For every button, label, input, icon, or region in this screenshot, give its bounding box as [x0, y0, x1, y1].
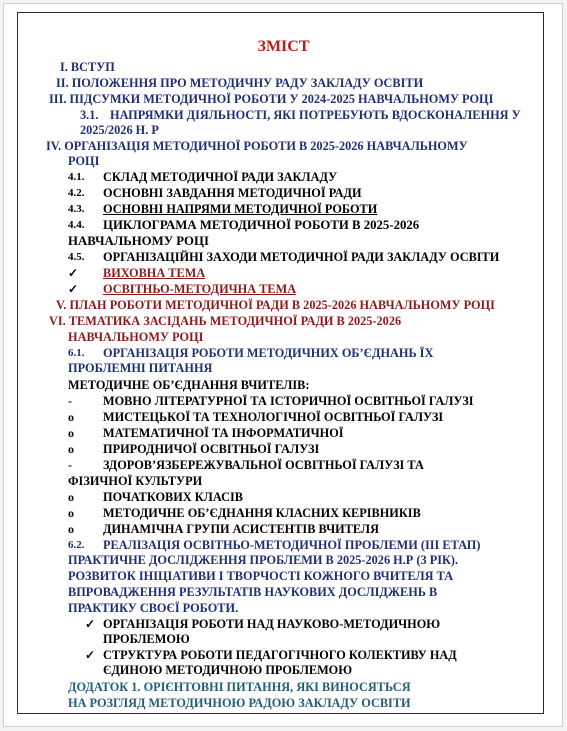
toc-item-6[interactable]: VI. ТЕМАТИКА ЗАСІДАНЬ МЕТОДИЧНОЇ РАДИ В 2025-2026 [49, 314, 402, 328]
circle-bullet-icon: o [68, 522, 74, 536]
mo-item-7[interactable]: МЕТОДИЧНЕ ОБ’ЄДНАННЯ КЛАСНИХ КЕРІВНИКІВ [103, 506, 421, 520]
toc-item-6-2-line3[interactable]: РОЗВИТОК ІНІЦІАТИВИ І ТВОРЧОСТІ КОЖНОГО ВЧИТЕЛЯ ТА [68, 569, 454, 583]
toc-num-4-1: 4.1. [68, 171, 85, 183]
circle-bullet-icon: o [68, 490, 74, 504]
toc-num-3-1: 3.1. [80, 108, 99, 122]
toc-item-osvitno-metodychna-tema[interactable]: ОСВІТНЬО-МЕТОДИЧНА ТЕМА [103, 282, 297, 296]
circle-bullet-icon: o [68, 506, 74, 520]
toc-num-4-5: 4.5. [68, 251, 85, 263]
sub-item-2-cont[interactable]: ЄДИНОЮ МЕТОДИЧНОЮ ПРОБЛЕМОЮ [103, 663, 353, 677]
mo-heading: МЕТОДИЧНЕ ОБ’ЄДНАННЯ ВЧИТЕЛІВ: [68, 378, 310, 392]
toc-item-1[interactable]: І. ВСТУП [60, 60, 115, 74]
circle-bullet-icon: o [68, 442, 74, 456]
appendix-1-cont[interactable]: НА РОЗГЛЯД МЕТОДИЧНОЮ РАДОЮ ЗАКЛАДУ ОСВІТИ [68, 696, 411, 710]
mo-item-8[interactable]: ДИНАМІЧНА ГРУПИ АСИСТЕНТІВ ВЧИТЕЛЯ [103, 522, 379, 536]
toc-item-6-2-line5[interactable]: ПРАКТИКУ СВОЄЇ РОБОТИ. [68, 601, 239, 615]
toc-num-4-3: 4.3. [68, 203, 85, 215]
check-icon: ✓ [85, 648, 96, 662]
mo-item-4[interactable]: ПРИРОДНИЧОЇ ОСВІТНЬОЇ ГАЛУЗІ [103, 442, 320, 456]
toc-item-4-5[interactable]: ОРГАНІЗАЦІЙНІ ЗАХОДИ МЕТОДИЧНОЇ РАДИ ЗАКЛАДУ ОСВІТИ [103, 250, 500, 264]
mo-item-1[interactable]: МОВНО ЛІТЕРАТУРНОЇ ТА ІСТОРИЧНОЇ ОСВІТНЬОЇ ГАЛУЗІ [103, 394, 474, 408]
toc-item-4-4[interactable]: ЦИКЛОГРАМА МЕТОДИЧНОЇ РОБОТИ В 2025-2026 [103, 218, 420, 232]
check-icon: ✓ [68, 266, 79, 280]
dash-bullet: - [68, 458, 72, 472]
mo-item-5-cont[interactable]: ФІЗИЧНОЇ КУЛЬТУРИ [68, 474, 203, 488]
toc-item-4-3[interactable]: ОСНОВНІ НАПРЯМИ МЕТОДИЧНОЇ РОБОТИ [103, 202, 378, 216]
toc-num-4-4: 4.4. [68, 219, 85, 231]
toc-item-6-1[interactable]: ОРГАНІЗАЦІЯ РОБОТИ МЕТОДИЧНИХ ОБ’ЄДНАНЬ ЇХ [103, 346, 434, 360]
circle-bullet-icon: o [68, 426, 74, 440]
toc-item-3-1-cont[interactable]: 2025/2026 Н. Р [80, 123, 159, 137]
toc-item-6-2-line4[interactable]: ВПРОВАДЖЕННЯ РЕЗУЛЬТАТІВ НАУКОВИХ ДОСЛІДЖЕНЬ В [68, 585, 438, 599]
toc-item-vyhovna-tema[interactable]: ВИХОВНА ТЕМА [103, 266, 206, 280]
toc-item-4-1[interactable]: СКЛАД МЕТОДИЧНОЇ РАДИ ЗАКЛАДУ [103, 170, 338, 184]
circle-bullet-icon: o [68, 410, 74, 424]
toc-num-6-2: 6.2. [68, 539, 85, 551]
toc-item-6-1-cont[interactable]: ПРОБЛЕМНІ ПИТАННЯ [68, 361, 213, 375]
toc-title: ЗМІСТ [257, 38, 310, 55]
toc-item-4-2[interactable]: ОСНОВНІ ЗАВДАННЯ МЕТОДИЧНОЇ РАДИ [103, 186, 362, 200]
toc-num-4-2: 4.2. [68, 187, 85, 199]
sub-item-1[interactable]: ОРГАНІЗАЦІЯ РОБОТИ НАД НАУКОВО-МЕТОДИЧНОЮ [103, 617, 441, 631]
toc-item-4[interactable]: IV. ОРГАНІЗАЦІЯ МЕТОДИЧНОЇ РОБОТИ В 2025-2026 НАВЧАЛЬНОМУ [46, 139, 468, 153]
sub-item-1-cont[interactable]: ПРОБЛЕМОЮ [103, 632, 190, 646]
toc-item-5[interactable]: V. ПЛАН РОБОТИ МЕТОДИЧНОЇ РАДИ В 2025-2026 НАВЧАЛЬНОМУ РОЦІ [56, 298, 495, 312]
mo-item-6[interactable]: ПОЧАТКОВИХ КЛАСІВ [103, 490, 243, 504]
toc-num-6-1: 6.1. [68, 347, 85, 359]
check-icon: ✓ [68, 282, 79, 296]
mo-item-2[interactable]: МИСТЕЦЬКОЇ ТА ТЕХНОЛОГІЧНОЇ ОСВІТНЬОЇ ГАЛУЗІ [103, 410, 444, 424]
toc-item-3-1[interactable]: НАПРЯМКИ ДІЯЛЬНОСТІ, ЯКІ ПОТРЕБУЮТЬ ВДОСКОНАЛЕННЯ У [110, 108, 521, 122]
mo-item-3[interactable]: МАТЕМАТИЧНОЇ ТА ІНФОРМАТИЧНОЇ [103, 426, 344, 440]
sub-item-2[interactable]: СТРУКТУРА РОБОТИ ПЕДАГОГІЧНОГО КОЛЕКТИВУ НАД [103, 648, 457, 662]
check-icon: ✓ [85, 617, 96, 631]
toc-item-6-2[interactable]: РЕАЛІЗАЦІЯ ОСВІТНЬО-МЕТОДИЧНОЇ ПРОБЛЕМИ (ІІІ ЕТАП) [103, 538, 481, 552]
toc-item-6-cont[interactable]: НАВЧАЛЬНОМУ РОЦІ [68, 330, 204, 344]
toc-item-2[interactable]: ІІ. ПОЛОЖЕННЯ ПРО МЕТОДИЧНУ РАДУ ЗАКЛАДУ ОСВІТИ [56, 76, 424, 90]
dash-bullet: - [68, 394, 72, 408]
toc-item-4-cont[interactable]: РОЦІ [68, 154, 100, 168]
toc-item-6-2-line2[interactable]: ПРАКТИЧНЕ ДОСЛІДЖЕННЯ ПРОБЛЕМИ В 2025-2026 Н.Р (3 РІК). [68, 553, 459, 567]
toc-item-3[interactable]: ІІІ. ПІДСУМКИ МЕТОДИЧНОЇ РОБОТИ У 2024-2025 НАВЧАЛЬНОМУ РОЦІ [49, 92, 494, 106]
mo-item-5[interactable]: ЗДОРОВ’ЯЗБЕРЕЖУВАЛЬНОЇ ОСВІТНЬОЇ ГАЛУЗІ ТА [103, 458, 424, 472]
toc-item-4-4-cont[interactable]: НАВЧАЛЬНОМУ РОЦІ [68, 234, 209, 248]
appendix-1[interactable]: ДОДАТОК 1. ОРІЄНТОВНІ ПИТАННЯ, ЯКІ ВИНОСЯТЬСЯ [68, 680, 411, 694]
